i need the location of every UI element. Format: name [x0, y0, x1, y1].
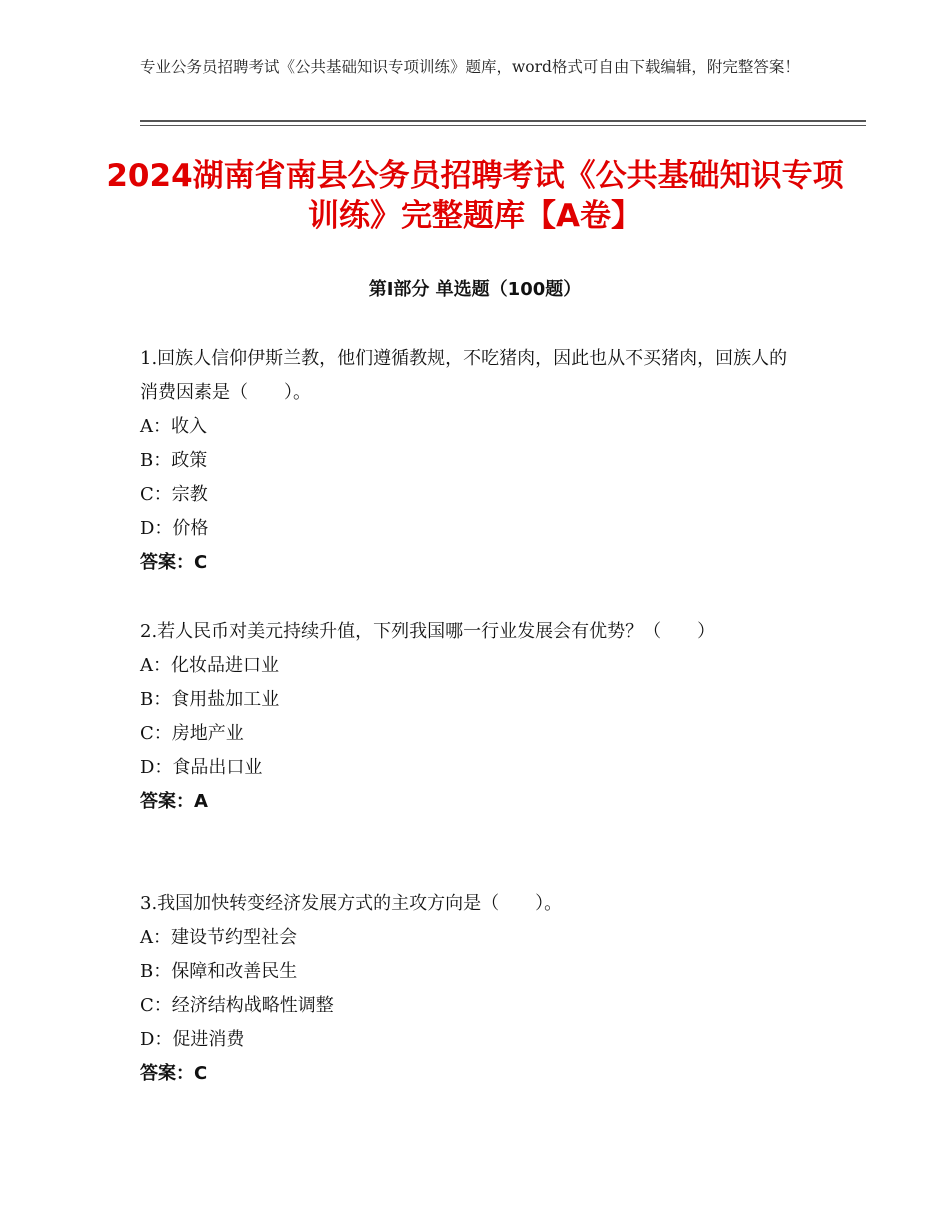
option-d: D：食品出口业 — [140, 757, 263, 778]
option-d: D：价格 — [140, 518, 209, 539]
header-note: 专业公务员招聘考试《公共基础知识专项训练》题库，word格式可自由下载编辑，附完整答案！ — [140, 58, 800, 76]
option-a: A：化妆品进口业 — [140, 655, 279, 676]
answer: 答案：C — [140, 1063, 208, 1084]
document-title: 2024湖南省南县公务员招聘考试《公共基础知识专项训练》完整题库【A卷】 — [106, 158, 844, 234]
section-heading: 第Ⅰ部分 单选题（100题） — [368, 279, 582, 300]
answer: 答案：A — [140, 791, 208, 812]
question-1 — [140, 342, 800, 580]
question-stem: 3.我国加快转变经济发展方式的主攻方向是（ ）。 — [140, 893, 563, 914]
question-stem: 1.回族人信仰伊斯兰教，他们遵循教规，不吃猪肉，因此也从不买猪肉，回族人的消费因素是（ ）。 — [140, 348, 788, 403]
option-a: A：建设节约型社会 — [140, 927, 297, 948]
question-stem: 2.若人民币对美元持续升值，下列我国哪一行业发展会有优势？（ ） — [140, 621, 716, 642]
option-d: D：促进消费 — [140, 1029, 245, 1050]
option-c: C：经济结构战略性调整 — [140, 995, 334, 1016]
header-divider — [140, 120, 866, 122]
question-2 — [140, 615, 800, 819]
option-a: A：收入 — [140, 416, 207, 437]
answer: 答案：C — [140, 552, 208, 573]
option-b: B：政策 — [140, 450, 208, 471]
option-c: C：宗教 — [140, 484, 208, 505]
option-b: B：保障和改善民生 — [140, 961, 298, 982]
header-divider-thin — [140, 125, 866, 126]
option-b: B：食用盐加工业 — [140, 689, 280, 710]
question-3 — [140, 887, 800, 1091]
option-c: C：房地产业 — [140, 723, 244, 744]
